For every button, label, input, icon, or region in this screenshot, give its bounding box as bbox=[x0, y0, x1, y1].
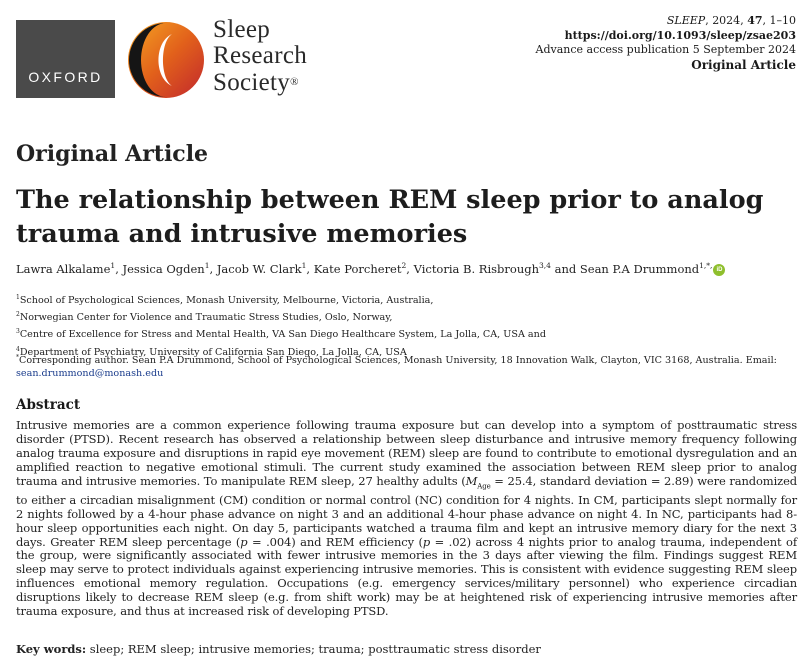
author-name[interactable]: Lawra Alkalame bbox=[16, 261, 111, 276]
affiliation-item: $^2$Norwegian Center for Violence and Traumatic Stress Studies, Oslo, Norway, bbox=[16, 311, 393, 324]
author-list: Lawra Alkalame$^1$, Jessica Ogden$^1$, Jacob W. Clark$^1$, Kate Porcheret$^2$, Victoria B. Risbrough$^{3,4}$ and Sean P.A Drummond$^{1,*,}$ iD bbox=[16, 261, 725, 276]
article-kind: Original Article bbox=[16, 141, 209, 167]
keywords-text: sleep; REM sleep; intrusive memories; trauma; posttraumatic stress disorder bbox=[89, 642, 541, 656]
journal-meta bbox=[536, 14, 797, 72]
society-name-line-2: Research bbox=[213, 42, 308, 69]
affiliations bbox=[16, 291, 546, 360]
journal-pages: 1–10 bbox=[769, 14, 796, 27]
doi-link[interactable]: https://doi.org/10.1093/sleep/zsae203 bbox=[564, 28, 796, 42]
orcid-icon[interactable]: iD bbox=[713, 264, 725, 276]
oxford-logo-text: OXFORD bbox=[28, 69, 103, 85]
society-name-line-1: Sleep bbox=[213, 16, 271, 43]
sleep-research-society-logo-icon bbox=[126, 20, 206, 100]
affiliation-item: $^4$Department of Psychiatry, University of California San Diego, La Jolla, CA, USA bbox=[16, 345, 407, 358]
abstract-heading: Abstract bbox=[16, 397, 81, 413]
advance-access: Advance access publication 5 September 2024 bbox=[535, 43, 796, 56]
article-type: Original Article bbox=[691, 57, 796, 72]
affiliation-item: $^1$School of Psychological Sciences, Monash University, Melbourne, Victoria, Australia, bbox=[16, 294, 434, 307]
author-name[interactable]: Jessica Ogden bbox=[122, 261, 205, 276]
society-name-line-3: Society® bbox=[213, 69, 299, 96]
author-name[interactable]: Victoria B. Risbrough bbox=[413, 261, 540, 276]
journal-volume: 47 bbox=[747, 14, 763, 27]
keywords bbox=[16, 642, 541, 656]
citation-line: SLEEP, 2024, 47, 1–10 bbox=[666, 14, 796, 27]
article-title: The relationship between REM sleep prior to analog trauma and intrusive memories bbox=[16, 185, 764, 249]
affiliation-item: $^3$Centre of Excellence for Stress and Mental Health, VA San Diego Healthcare System, La Jolla, CA, USA and bbox=[16, 328, 546, 341]
email-link[interactable]: sean.drummond@monash.edu bbox=[16, 368, 164, 380]
author-name[interactable]: Sean P.A Drummond bbox=[579, 261, 700, 276]
journal-year: 2024 bbox=[712, 14, 741, 27]
author-name[interactable]: Kate Porcheret bbox=[313, 261, 402, 276]
journal-name: SLEEP bbox=[666, 14, 706, 27]
author-name[interactable]: Jacob W. Clark bbox=[216, 261, 302, 276]
abstract-text: Intrusive memories are a common experience following trauma exposure but can develop into a symptom of posttraumatic stress disorder (PTSD). Recent research has observed a relationship between sleep disturbance and intrusive memory frequency following analog trauma exposure and disruptions in rapid eye movement (REM) sleep are found to contribute to emotional dysregulation and an amplified reaction to negative emotional stimuli. The current study examined the association between REM sleep prior to analog trauma and intrusive memories. To manipulate REM sleep, 27 healthy adults ($M_{Age} = 25.4$, standard deviation = 2.89) were randomized to either a circadian misalignment (CM) condition or normal control (NC) condition for 4 nights. In CM, participants slept normally for 2 nights followed by a 4-hour phase advance on night 3 and an additional 4-hour phase advance on night 4. In NC, participants had 8-hour sleep opportunities each night. On day 5, participants watched a trauma film and kept an intrusive memory diary for the next 3 days. Greater REM sleep percentage (p = .004) and REM efficiency (p = .02) across 4 nights prior to analog trauma, independent of the group, were significantly associated with fewer intrusive memories in the 3 days after viewing the film. Findings suggest REM sleep may serve to protect individuals against experiencing intrusive memories. This is consistent with evidence suggesting REM sleep influences emotional memory regulation. Occupations (e.g. emergency services/military personnel) who experience circadian disruptions likely to decrease REM sleep (e.g. from shift work) may be at heightened risk of experiencing intrusive memories after trauma exposure, and thus at increased risk of developing PTSD. bbox=[16, 418, 798, 619]
society-name bbox=[213, 17, 307, 96]
oxford-logo[interactable] bbox=[16, 20, 115, 98]
corresponding-author: *Corresponding author. Sean P.A Drummond, School of Psychological Sciences, Monash University, 18 Innovation Walk, Clayton, VIC 3168, Australia. Email: sean.drummond@monash.edu bbox=[16, 354, 777, 380]
keywords-label: Key words: bbox=[16, 642, 87, 656]
registered-mark: ® bbox=[290, 76, 299, 88]
